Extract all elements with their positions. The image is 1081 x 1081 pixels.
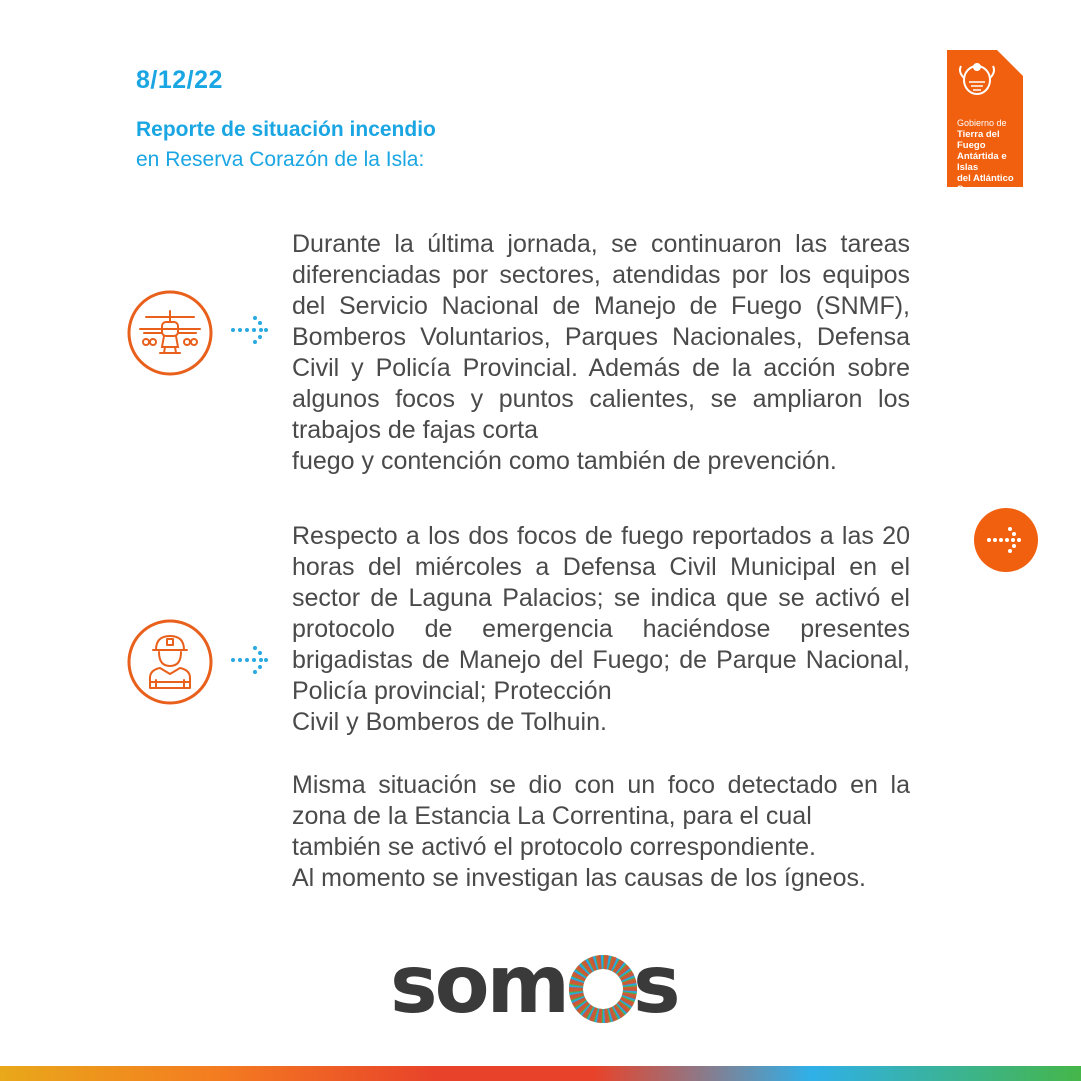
somos-brand-logo <box>390 948 690 1028</box>
firefighter-icon <box>126 618 214 706</box>
brand-text-part-2: s <box>633 948 681 1028</box>
logo-line-4: del Atlántico Sur <box>957 173 1014 195</box>
paragraph-3 <box>292 770 910 894</box>
logo-line-3: Antártida e Islas <box>957 151 1007 173</box>
paragraph-1-body: Durante la última jornada, se continuaron las tareas diferenciadas por sectores, atendidas por los equipos del Servicio Nacional de Manejo de Fuego (SNMF), Bomberos Voluntarios, Parques Nacionales, Defensa Civil y Policía Provincial. Además de la acción sobre algunos focos y puntos calientes, se ampliaron los trabajos de fajas corta <box>292 230 910 444</box>
helicopter-icon <box>126 289 214 377</box>
brand-text-part-1: som <box>390 948 567 1028</box>
report-title: Reporte de situación incendio <box>136 118 436 141</box>
government-logo <box>947 50 1023 195</box>
next-button[interactable] <box>974 508 1038 572</box>
paragraph-2 <box>292 521 910 738</box>
paragraph-1 <box>292 229 910 477</box>
paragraph-2-body: Respecto a los dos focos de fuego reportados a las 20 horas del miércoles a Defensa Civil Municipal en el sector de Laguna Palacios; se indica que se activó el protocolo de emergencia haciéndose presentes brigadistas de Manejo del Fuego; de Parque Nacional, Policía provincial; Protección <box>292 522 910 705</box>
paragraph-2-last-line: Civil y Bomberos de Tolhuin. <box>292 708 607 736</box>
logo-line-1: Gobierno de <box>957 118 1007 128</box>
logo-line-2: Tierra del Fuego <box>957 129 1000 151</box>
paragraph-3-line-4: Al momento se investigan las causas de los ígneos. <box>292 864 866 892</box>
logo-text <box>957 118 1023 195</box>
bottom-color-bar <box>0 1066 1081 1081</box>
paragraph-3-body: Misma situación se dio con un foco detectado en la zona de la Estancia La Correntina, para el cual <box>292 771 910 830</box>
brand-color-wheel-icon <box>566 952 640 1026</box>
report-date: 8/12/22 <box>136 66 223 94</box>
provincial-crest-icon <box>955 58 999 98</box>
paragraph-1-last-line: fuego y contención como también de prevención. <box>292 447 837 475</box>
logo-corner-cut <box>997 50 1023 76</box>
dotted-arrow-icon-1 <box>230 313 270 347</box>
dotted-arrow-icon-2 <box>230 643 270 677</box>
paragraph-3-line-3: también se activó el protocolo correspondiente. <box>292 833 816 861</box>
report-subtitle: en Reserva Corazón de la Isla: <box>136 148 425 171</box>
